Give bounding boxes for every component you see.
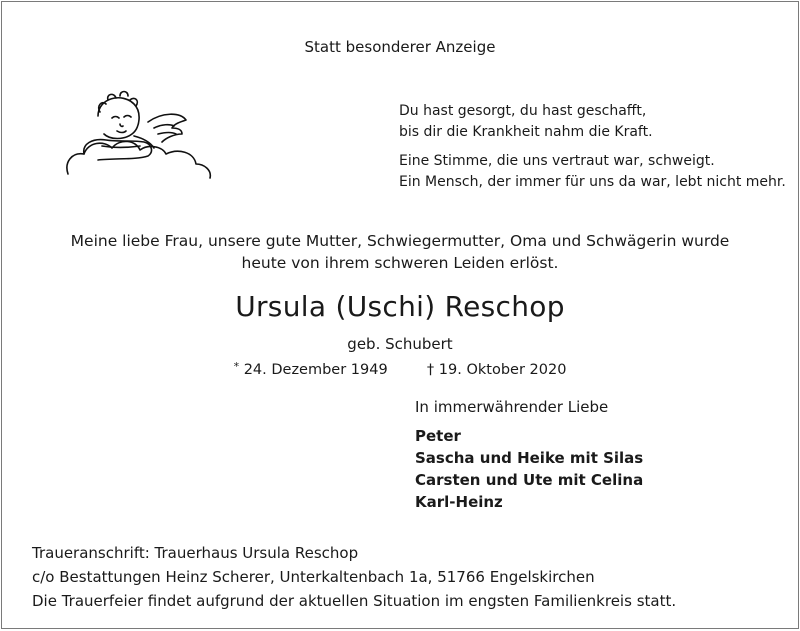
death-date: 19. Oktober 2020 <box>438 362 567 378</box>
closing-phrase: In immerwährender Liebe <box>415 398 609 416</box>
death-cross-icon: † <box>426 362 435 378</box>
obituary-notice <box>1 1 799 629</box>
intro-text <box>2 230 798 274</box>
poem-stanza-2 <box>399 151 786 193</box>
poem-line: Ein Mensch, der immer für uns da war, lebt nicht mehr. <box>399 174 786 190</box>
poem-line: Eine Stimme, die uns vertraut war, schweigt. <box>399 153 715 169</box>
poem-stanza-1 <box>399 101 786 143</box>
mourners-list <box>415 425 643 513</box>
footer-info <box>32 541 676 613</box>
intro-line: Meine liebe Frau, unsere gute Mutter, Schwiegermutter, Oma und Schwägerin wurde <box>70 232 730 250</box>
poem-line: Du hast gesorgt, du hast geschafft, <box>399 103 647 119</box>
maiden-name: geb. Schubert <box>347 335 453 353</box>
notice-header: Statt besonderer Anzeige <box>304 38 496 56</box>
angel-icon <box>62 82 222 182</box>
life-dates <box>2 362 798 378</box>
list-item: Carsten und Ute mit Celina <box>415 471 644 489</box>
mourning-address: Traueranschrift: Trauerhaus Ursula Reschop <box>32 544 359 562</box>
poem <box>399 101 786 201</box>
intro-line: heute von ihrem schweren Leiden erlöst. <box>241 254 559 272</box>
birth-star-icon: * <box>233 360 240 373</box>
poem-line: bis dir die Krankheit nahm die Kraft. <box>399 124 653 140</box>
funeral-note: Die Trauerfeier findet aufgrund der aktuellen Situation im engsten Familienkreis statt. <box>32 592 677 610</box>
list-item: Sascha und Heike mit Silas <box>415 449 644 467</box>
birth-date: 24. Dezember 1949 <box>243 362 388 378</box>
list-item: Peter <box>415 427 461 445</box>
deceased-name: Ursula (Uschi) Reschop <box>235 290 565 323</box>
funeral-home-address: c/o Bestattungen Heinz Scherer, Unterkaltenbach 1a, 51766 Engelskirchen <box>32 568 595 586</box>
list-item: Karl-Heinz <box>415 493 503 511</box>
